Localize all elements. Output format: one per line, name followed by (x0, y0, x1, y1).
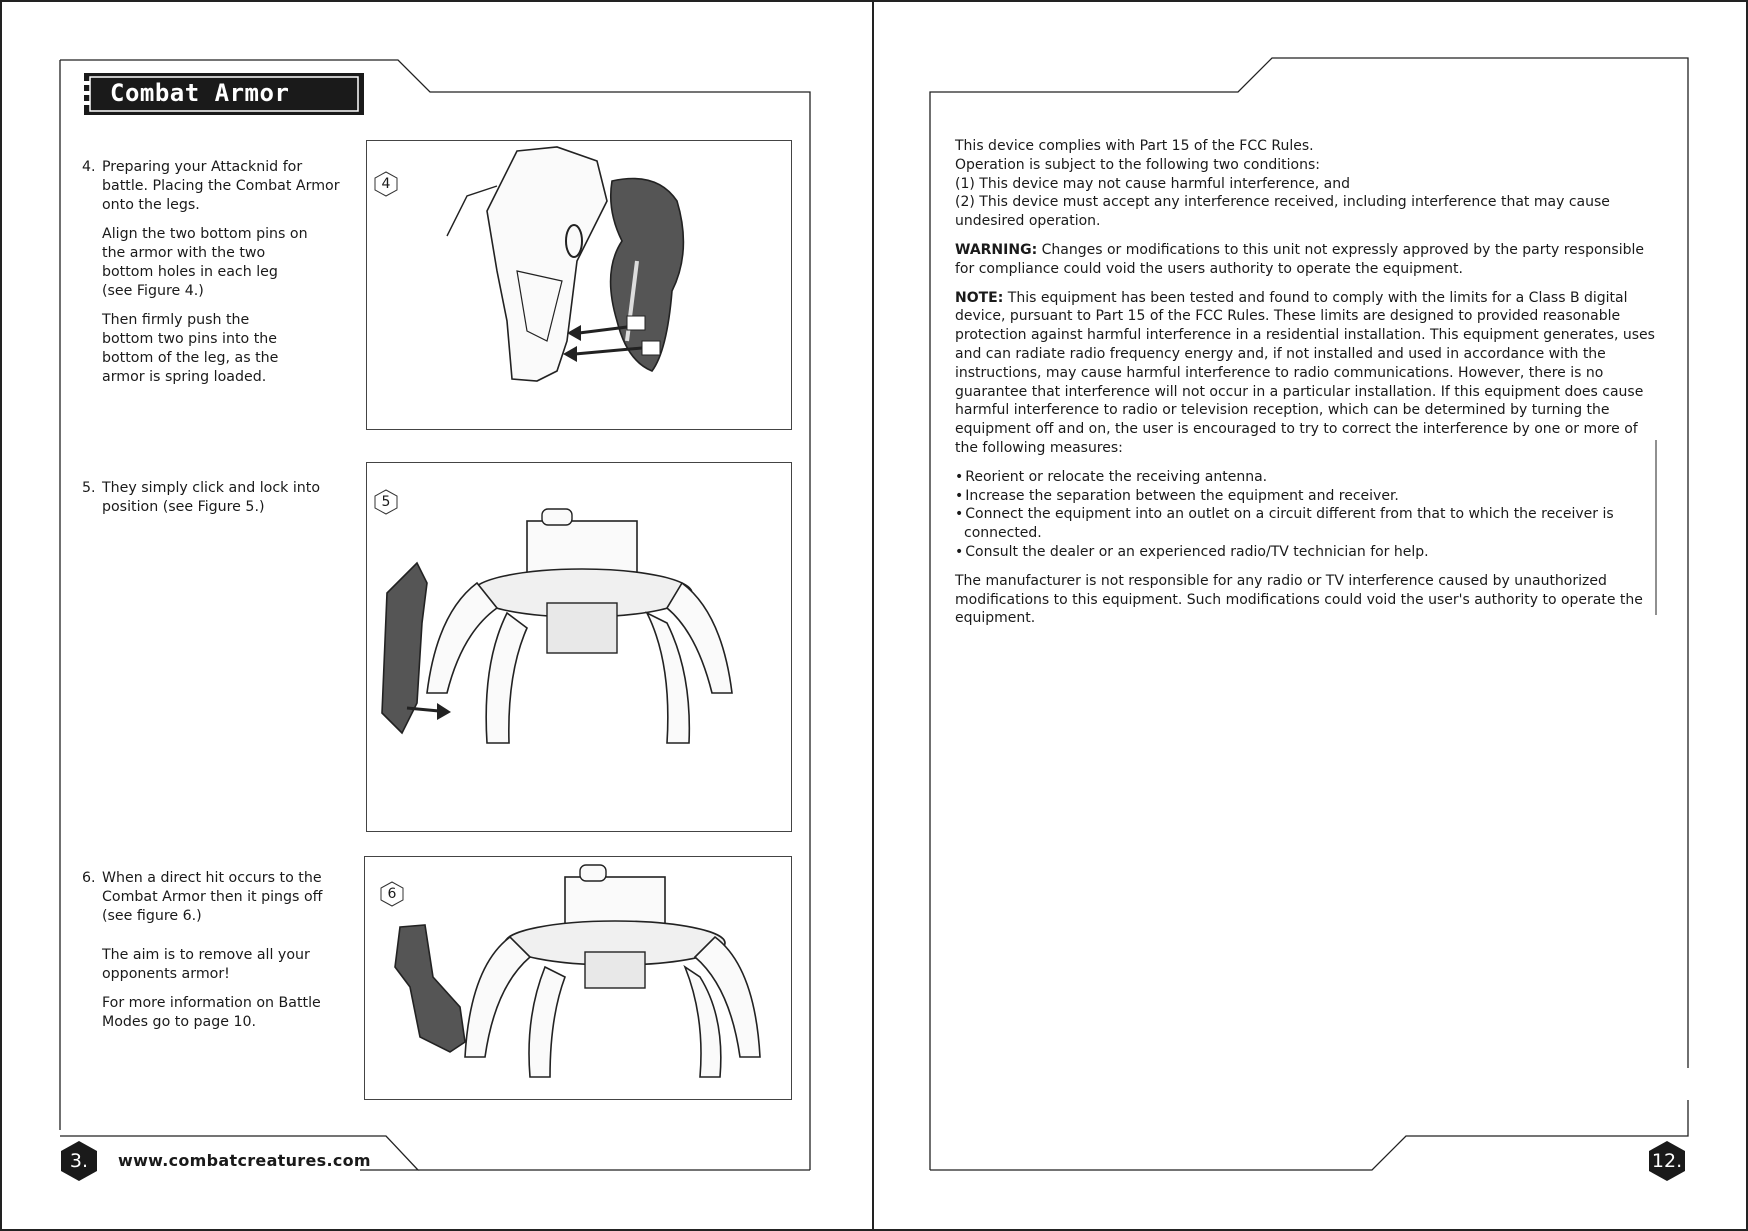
step-paragraph: The aim is to remove all your opponents armor! (102, 947, 310, 982)
step-paragraph: Then firmly push the bottom two pins into the bottom of the leg, as the armor is spring loaded. (102, 312, 279, 385)
figure-5 (366, 462, 792, 832)
step-number: 6. (82, 870, 96, 886)
step-4 (82, 158, 352, 397)
measures-list (955, 468, 1655, 562)
armor-leg-illustration (367, 141, 791, 429)
note-label: NOTE: (955, 289, 1004, 306)
step-number: 5. (82, 480, 96, 496)
step-paragraph: Align the two bottom pins on the armor with the two bottom holes in each leg (see Figure 4.) (102, 226, 308, 299)
list-item: • Increase the separation between the equipment and receiver. (955, 487, 1655, 506)
fcc-note (955, 289, 1655, 458)
fcc-intro-line: Operation is subject to the following two conditions: (955, 156, 1320, 173)
fcc-closing: The manufacturer is not responsible for any radio or TV interference caused by unauthorized modifications to this equipment. Such modifications could void the user's authority to operate the equipment. (955, 572, 1643, 627)
section-title: Combat Armor (110, 79, 290, 107)
list-item: • Consult the dealer or an experienced radio/TV technician for help. (955, 543, 1655, 562)
figure-6 (364, 856, 792, 1100)
step-paragraph: When a direct hit occurs to the Combat Armor then it pings off (see figure 6.) (102, 870, 323, 924)
page-number-text: 3. (69, 1150, 89, 1172)
page-number-left (58, 1140, 100, 1182)
footer-url: www.combatcreatures.com (118, 1151, 371, 1170)
page-number-text: 12. (1651, 1150, 1683, 1172)
note-text: This equipment has been tested and found to comply with the limits for a Class B digital device, pursuant to Part 15 of the FCC Rules. These limits are designed to provided reasonable protection against harmful interference in a residential installation. This equipment generates, uses and can radiate radio frequency energy and, if not installed and used in accordance with the instructions, may cause harmful interference to radio communications. However, there is no guarantee that interference will not occur in a particular installation. If this equipment does cause harmful interference to radio or television reception, which can be determined by turning the equipment off and on, the user is encouraged to try to correct the interference by one or more of the following measures: (955, 289, 1655, 456)
fcc-statement (955, 137, 1655, 638)
armor-pings-off-illustration (365, 857, 791, 1099)
step-paragraph: They simply click and lock into position (see Figure 5.) (102, 480, 321, 515)
step-6 (82, 869, 352, 1042)
figure-number: 5 (381, 494, 391, 510)
fcc-intro-line: (2) This device must accept any interference received, including interference that may cause undesired operation. (955, 194, 1610, 230)
list-item: • Reorient or relocate the receiving antenna. (955, 468, 1655, 487)
figure-number: 6 (387, 886, 397, 902)
fcc-warning (955, 241, 1655, 279)
step-number: 4. (82, 159, 96, 175)
warning-text: Changes or modifications to this unit not expressly approved by the party responsible for compliance could void the users authority to operate the equipment. (955, 241, 1644, 277)
step-paragraph: Preparing your Attacknid for battle. Placing the Combat Armor onto the legs. (102, 159, 340, 213)
page-number-right (1646, 1140, 1688, 1182)
figure-number: 4 (381, 176, 391, 192)
fcc-intro-line: This device complies with Part 15 of the FCC Rules. (955, 138, 1314, 154)
step-paragraph: For more information on Battle Modes go to page 10. (102, 995, 321, 1030)
step-5 (82, 479, 352, 527)
warning-label: WARNING: (955, 241, 1038, 258)
fcc-intro-line: (1) This device may not cause harmful interference, and (955, 175, 1351, 192)
figure-4 (366, 140, 792, 430)
fcc-intro (955, 137, 1655, 231)
robot-armor-attach-illustration (367, 463, 791, 831)
list-item: • Connect the equipment into an outlet on a circuit different from that to which the receiver is connected. (955, 505, 1655, 543)
